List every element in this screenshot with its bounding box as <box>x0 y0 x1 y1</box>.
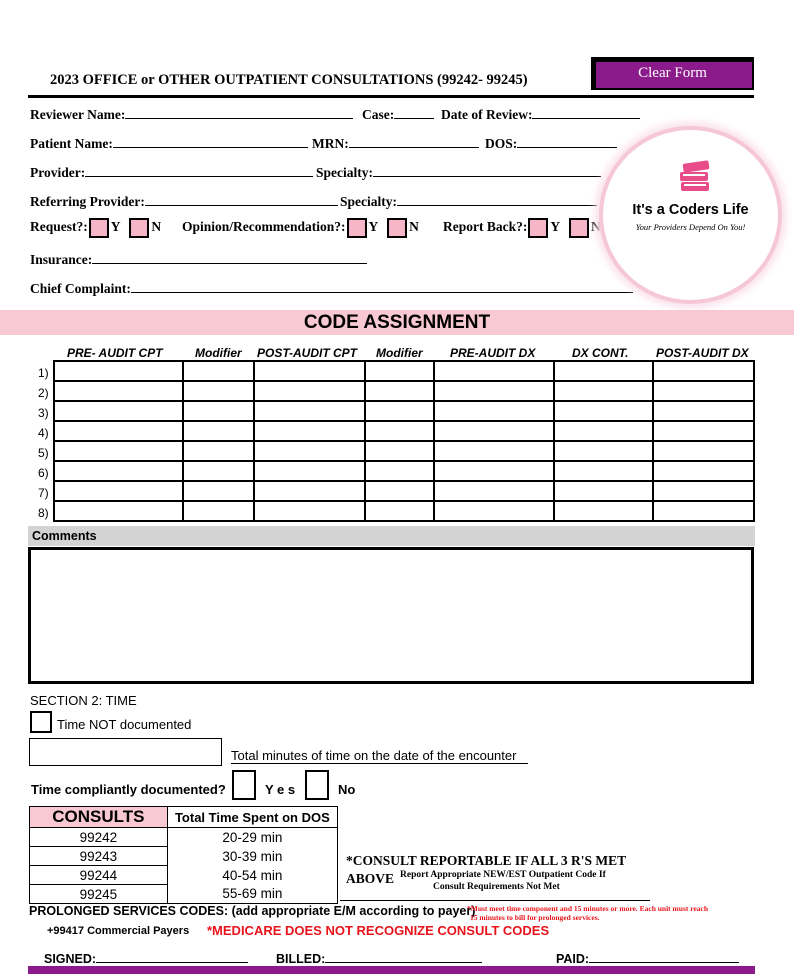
row-number: 1) <box>38 366 49 380</box>
case-label: Case: <box>362 107 395 122</box>
time-compliant-yes-label: Y e s <box>265 782 296 797</box>
insurance-field[interactable] <box>92 251 367 264</box>
code-cell[interactable] <box>365 401 434 421</box>
report-back-no-label: N <box>591 219 601 235</box>
total-minutes-label: Total minutes of time on the date of the encounter <box>231 748 528 764</box>
code-cell[interactable] <box>653 481 754 501</box>
provider-field[interactable] <box>85 164 313 177</box>
consult-note-main: *CONSULT REPORTABLE IF ALL 3 R'S MET <box>346 853 627 868</box>
code-row <box>54 361 754 381</box>
opinion-no-checkbox[interactable] <box>387 218 407 238</box>
code-assignment-table <box>53 360 755 522</box>
code-cell[interactable] <box>365 461 434 481</box>
opinion-no-label: N <box>409 219 419 235</box>
code-cell[interactable] <box>183 381 255 401</box>
billed-field[interactable] <box>325 950 482 963</box>
time-compliant-no-checkbox[interactable] <box>305 770 329 800</box>
chief-complaint-label: Chief Complaint: <box>30 281 131 296</box>
code-cell[interactable] <box>54 461 183 481</box>
consult-time: 55-69 min <box>167 885 337 904</box>
request-yes-label: Y <box>110 219 120 235</box>
code-cell[interactable] <box>254 481 365 501</box>
consult-note-small-2: Consult Requirements Not Met <box>433 882 560 892</box>
provider-label: Provider: <box>30 165 86 180</box>
logo-subtitle: Your Providers Depend On You! <box>635 222 746 232</box>
reviewer-name-label: Reviewer Name: <box>30 107 126 122</box>
paid-row <box>556 950 739 966</box>
consult-note-line <box>340 900 650 901</box>
consult-code: 99243 <box>30 847 168 866</box>
report-back-yes-label: Y <box>550 219 560 235</box>
chief-complaint-row <box>30 280 633 297</box>
code-cell[interactable] <box>554 481 654 501</box>
code-cell[interactable] <box>183 501 255 521</box>
code-row <box>54 461 754 481</box>
chief-complaint-field[interactable] <box>131 280 633 293</box>
clear-form-button[interactable]: Clear Form <box>591 57 754 90</box>
code-cell[interactable] <box>183 421 255 441</box>
code-cell[interactable] <box>554 441 654 461</box>
code-cell[interactable] <box>365 441 434 461</box>
referring-provider-label: Referring Provider: <box>30 194 145 209</box>
report-back-yes-checkbox[interactable] <box>528 218 548 238</box>
code-cell[interactable] <box>653 501 754 521</box>
code-cell[interactable] <box>54 501 183 521</box>
paid-field[interactable] <box>589 950 739 963</box>
date-of-review-field[interactable] <box>532 106 640 119</box>
code-cell[interactable] <box>254 361 365 381</box>
total-minutes-input[interactable] <box>29 738 222 766</box>
request-row <box>30 218 161 238</box>
dos-row <box>485 135 617 152</box>
row-number: 5) <box>38 446 49 460</box>
request-label: Request?: <box>30 219 88 235</box>
case-row <box>362 106 434 123</box>
code-cell[interactable] <box>365 361 434 381</box>
dos-field[interactable] <box>517 135 617 148</box>
header-divider <box>28 95 754 98</box>
code-cell[interactable] <box>183 481 255 501</box>
opinion-yes-checkbox[interactable] <box>347 218 367 238</box>
referring-row <box>30 193 338 210</box>
code-row <box>54 421 754 441</box>
col-modifier-1: Modifier <box>195 346 242 360</box>
code-cell[interactable] <box>434 361 554 381</box>
prolonged-label: PROLONGED SERVICES CODES: (add appropriate E/M according to payer) <box>29 904 476 918</box>
code-cell[interactable] <box>434 501 554 521</box>
specialty-label: Specialty: <box>316 165 373 180</box>
code-cell[interactable] <box>554 361 654 381</box>
code-cell[interactable] <box>365 381 434 401</box>
consult-note-small-1: Report Appropriate NEW/EST Outpatient Code If <box>400 870 606 880</box>
commercial-payers: +99417 Commercial Payers <box>47 925 190 937</box>
report-back-row <box>443 218 601 238</box>
reviewer-row <box>30 106 353 123</box>
insurance-row <box>30 251 367 268</box>
consults-header-code: CONSULTS <box>30 807 168 828</box>
billed-label: BILLED: <box>276 952 326 966</box>
code-cell[interactable] <box>183 441 255 461</box>
code-cell[interactable] <box>254 381 365 401</box>
consult-code: 99245 <box>30 885 168 904</box>
consult-time: 40-54 min <box>167 866 337 885</box>
code-cell[interactable] <box>254 421 365 441</box>
col-dx-cont: DX CONT. <box>572 346 629 360</box>
signed-field[interactable] <box>96 950 248 963</box>
code-cell[interactable] <box>554 461 654 481</box>
code-assignment-banner: CODE ASSIGNMENT <box>0 310 794 335</box>
form-title: 2023 OFFICE or OTHER OUTPATIENT CONSULTATIONS (99242- 99245) <box>50 72 528 88</box>
col-pre-audit-cpt: PRE- AUDIT CPT <box>67 346 163 360</box>
consult-note-above: ABOVE <box>346 871 395 886</box>
code-cell[interactable] <box>554 401 654 421</box>
code-row <box>54 401 754 421</box>
signed-label: SIGNED: <box>44 952 97 966</box>
code-cell[interactable] <box>434 381 554 401</box>
consults-table <box>29 806 338 904</box>
code-cell[interactable] <box>254 441 365 461</box>
code-cell[interactable] <box>365 481 434 501</box>
request-no-label: N <box>151 219 162 235</box>
date-review-row <box>441 106 640 123</box>
code-cell[interactable] <box>54 361 183 381</box>
code-cell[interactable] <box>434 481 554 501</box>
mrn-row <box>312 135 479 152</box>
reviewer-name-field[interactable] <box>125 106 353 119</box>
consult-code: 99244 <box>30 866 168 885</box>
insurance-label: Insurance: <box>30 252 93 267</box>
code-cell[interactable] <box>653 381 754 401</box>
consult-time: 30-39 min <box>167 847 337 866</box>
code-cell[interactable] <box>254 501 365 521</box>
logo <box>603 130 778 300</box>
dos-label: DOS: <box>485 136 518 151</box>
code-cell[interactable] <box>54 481 183 501</box>
code-cell[interactable] <box>54 401 183 421</box>
col-modifier-2: Modifier <box>376 346 423 360</box>
code-cell[interactable] <box>434 421 554 441</box>
code-cell[interactable] <box>54 441 183 461</box>
request-no-checkbox[interactable] <box>129 218 149 238</box>
patient-name-label: Patient Name: <box>30 136 113 151</box>
row-number: 6) <box>38 466 49 480</box>
date-of-review-label: Date of Review: <box>441 107 533 122</box>
prolonged-note-2: 15 minutes to bill for prolonged services. <box>470 913 600 922</box>
comments-textarea[interactable] <box>28 547 754 684</box>
report-back-label: Report Back?: <box>443 219 528 235</box>
request-yes-checkbox[interactable] <box>89 218 109 238</box>
code-cell[interactable] <box>254 461 365 481</box>
row-number: 2) <box>38 386 49 400</box>
time-not-documented-checkbox[interactable] <box>30 711 52 733</box>
time-compliant-yes-checkbox[interactable] <box>232 770 256 800</box>
time-compliant-no-label: No <box>338 782 356 797</box>
specialty-row <box>316 164 601 181</box>
row-number: 4) <box>38 426 49 440</box>
specialty2-label: Specialty: <box>340 194 397 209</box>
mrn-field[interactable] <box>349 135 479 148</box>
medicare-warning: *MEDICARE DOES NOT RECOGNIZE CONSULT CODES <box>207 923 550 938</box>
opinion-row <box>182 218 419 238</box>
code-cell[interactable] <box>554 421 654 441</box>
row-number: 7) <box>38 486 49 500</box>
code-cell[interactable] <box>653 361 754 381</box>
report-back-no-checkbox[interactable] <box>569 218 589 238</box>
code-cell[interactable] <box>254 401 365 421</box>
col-pre-audit-dx: PRE-AUDIT DX <box>450 346 536 360</box>
paid-label: PAID: <box>556 952 590 966</box>
section2-heading: SECTION 2: TIME <box>30 693 137 708</box>
comments-label: Comments <box>28 526 755 546</box>
code-cell[interactable] <box>54 381 183 401</box>
opinion-yes-label: Y <box>368 219 378 235</box>
specialty-field[interactable] <box>373 164 601 177</box>
time-not-documented-label: Time NOT documented <box>57 717 192 732</box>
specialty2-field[interactable] <box>397 193 597 206</box>
row-number: 8) <box>38 506 49 520</box>
code-row <box>54 441 754 461</box>
patient-row <box>30 135 308 152</box>
patient-name-field[interactable] <box>113 135 308 148</box>
code-cell[interactable] <box>183 361 255 381</box>
code-cell[interactable] <box>365 501 434 521</box>
consult-code: 99242 <box>30 828 168 847</box>
referring-provider-field[interactable] <box>145 193 338 206</box>
specialty2-row <box>340 193 597 210</box>
code-cell[interactable] <box>554 501 654 521</box>
logo-title: It's a Coders Life <box>632 202 749 218</box>
billed-row <box>276 950 482 966</box>
code-cell[interactable] <box>183 401 255 421</box>
books-icon <box>677 160 713 194</box>
provider-row <box>30 164 313 181</box>
code-row <box>54 381 754 401</box>
code-cell[interactable] <box>54 421 183 441</box>
prolonged-note-1: *Must meet time component and 15 minutes or more. Each unit must reach <box>467 904 709 913</box>
code-cell[interactable] <box>434 401 554 421</box>
code-row <box>54 481 754 501</box>
code-cell[interactable] <box>554 381 654 401</box>
mrn-label: MRN: <box>312 136 349 151</box>
code-cell[interactable] <box>434 461 554 481</box>
col-post-audit-dx: POST-AUDIT DX <box>656 346 749 360</box>
code-cell[interactable] <box>183 461 255 481</box>
code-cell[interactable] <box>653 441 754 461</box>
footer-bar <box>28 966 755 974</box>
opinion-label: Opinion/Recommendation?: <box>182 219 346 235</box>
consults-header-time: Total Time Spent on DOS <box>167 807 337 828</box>
case-field[interactable] <box>394 106 434 119</box>
row-number: 3) <box>38 406 49 420</box>
code-cell[interactable] <box>434 441 554 461</box>
code-cell[interactable] <box>653 421 754 441</box>
time-compliant-label: Time compliantly documented? <box>31 782 226 797</box>
code-row <box>54 501 754 521</box>
code-cell[interactable] <box>653 461 754 481</box>
code-cell[interactable] <box>653 401 754 421</box>
consult-time: 20-29 min <box>167 828 337 847</box>
col-post-audit-cpt: POST-AUDIT CPT <box>257 346 358 360</box>
code-cell[interactable] <box>365 421 434 441</box>
signed-row <box>44 950 248 966</box>
